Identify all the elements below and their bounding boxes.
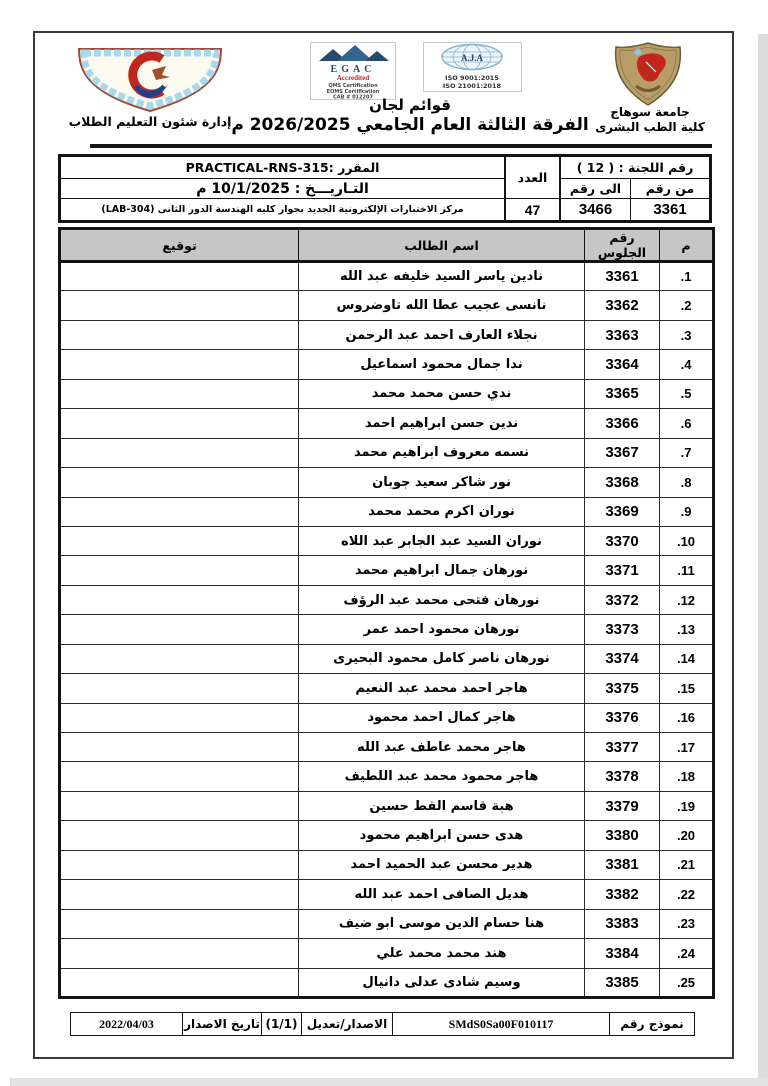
student-seat-number: 3376 bbox=[585, 703, 660, 732]
students-table-container bbox=[58, 227, 712, 999]
signature-cell bbox=[60, 497, 299, 526]
signature-cell bbox=[60, 291, 299, 320]
table-row bbox=[60, 733, 714, 762]
table-row bbox=[60, 350, 714, 379]
student-name: نسمه معروف ابراهيم محمد bbox=[299, 438, 585, 467]
scan-edge-bottom bbox=[10, 1078, 768, 1086]
student-index: 16. bbox=[660, 703, 714, 732]
student-index: 12. bbox=[660, 585, 714, 614]
issue-date-label: تاريخ الاصدار bbox=[182, 1013, 261, 1035]
student-seat-number: 3372 bbox=[585, 585, 660, 614]
signature-cell bbox=[60, 526, 299, 555]
student-index: 21. bbox=[660, 850, 714, 879]
signature-cell bbox=[60, 791, 299, 820]
student-index: 8. bbox=[660, 468, 714, 497]
committee-number: رقم اللجنة : ( 12 ) bbox=[561, 157, 709, 179]
table-row bbox=[60, 909, 714, 938]
table-row bbox=[60, 850, 714, 879]
table-row bbox=[60, 968, 714, 997]
student-name: هند محمد محمد علي bbox=[299, 939, 585, 968]
student-seat-number: 3368 bbox=[585, 468, 660, 497]
student-name: هديل الصافى احمد عبد الله bbox=[299, 880, 585, 909]
table-row bbox=[60, 615, 714, 644]
svg-text:Accredited: Accredited bbox=[336, 74, 370, 82]
student-seat-number: 3373 bbox=[585, 615, 660, 644]
student-index: 17. bbox=[660, 733, 714, 762]
egac-logo-icon bbox=[311, 43, 395, 99]
svg-text:EOMS Certification: EOMS Certification bbox=[326, 89, 380, 95]
student-name: ندي حسن محمد محمد bbox=[299, 379, 585, 408]
student-name: نجلاء العارف احمد عبد الرحمن bbox=[299, 320, 585, 349]
to-number-value: 3466 bbox=[578, 201, 613, 218]
student-seat-number: 3381 bbox=[585, 850, 660, 879]
table-row bbox=[60, 556, 714, 585]
table-row bbox=[60, 262, 714, 291]
table-row bbox=[60, 762, 714, 791]
scan-edge-right bbox=[758, 34, 768, 1086]
svg-text:EGAC: EGAC bbox=[330, 64, 376, 75]
student-seat-number: 3380 bbox=[585, 821, 660, 850]
sohag-university-logo-icon bbox=[608, 42, 688, 106]
signature-cell bbox=[60, 674, 299, 703]
student-name: نورهان ناصر كامل محمود البحيرى bbox=[299, 644, 585, 673]
signature-cell bbox=[60, 556, 299, 585]
signature-cell bbox=[60, 644, 299, 673]
version-value: (1/1) bbox=[261, 1013, 301, 1035]
student-index: 6. bbox=[660, 409, 714, 438]
signature-cell bbox=[60, 703, 299, 732]
student-index: 11. bbox=[660, 556, 714, 585]
svg-text:CAB # 012207: CAB # 012207 bbox=[333, 94, 373, 99]
table-row bbox=[60, 644, 714, 673]
table-header-row bbox=[60, 229, 714, 262]
student-index: 15. bbox=[660, 674, 714, 703]
student-name: هاجر كمال احمد محمود bbox=[299, 703, 585, 732]
signature-cell bbox=[60, 379, 299, 408]
header-signature: توقيع bbox=[60, 229, 299, 262]
svg-text:A.J.A: A.J.A bbox=[461, 53, 483, 63]
signature-cell bbox=[60, 615, 299, 644]
signature-cell bbox=[60, 880, 299, 909]
student-seat-number: 3370 bbox=[585, 526, 660, 555]
student-name: هدى حسن ابراهيم محمود bbox=[299, 821, 585, 850]
exam-info-table bbox=[58, 154, 712, 223]
table-row bbox=[60, 497, 714, 526]
student-seat-number: 3377 bbox=[585, 733, 660, 762]
signature-cell bbox=[60, 468, 299, 497]
svg-text:ISO 21001:2018: ISO 21001:2018 bbox=[442, 82, 502, 90]
header-seat-number: رقم الجلوس bbox=[585, 229, 660, 262]
student-seat-number: 3361 bbox=[585, 262, 660, 291]
signature-cell bbox=[60, 968, 299, 997]
table-row bbox=[60, 526, 714, 555]
student-index: 2. bbox=[660, 291, 714, 320]
student-index: 25. bbox=[660, 968, 714, 997]
student-seat-number: 3378 bbox=[585, 762, 660, 791]
student-seat-number: 3366 bbox=[585, 409, 660, 438]
student-index: 18. bbox=[660, 762, 714, 791]
student-seat-number: 3365 bbox=[585, 379, 660, 408]
student-seat-number: 3362 bbox=[585, 291, 660, 320]
student-seat-number: 3375 bbox=[585, 674, 660, 703]
signature-cell bbox=[60, 909, 299, 938]
table-row bbox=[60, 379, 714, 408]
faculty-of-medicine-logo-icon bbox=[74, 46, 226, 114]
student-seat-number: 3369 bbox=[585, 497, 660, 526]
table-row bbox=[60, 320, 714, 349]
student-index: 22. bbox=[660, 880, 714, 909]
student-index: 7. bbox=[660, 438, 714, 467]
student-index: 14. bbox=[660, 644, 714, 673]
table-row bbox=[60, 438, 714, 467]
student-name: وسيم شادى عدلى دانيال bbox=[299, 968, 585, 997]
student-index: 1. bbox=[660, 262, 714, 291]
student-seat-number: 3371 bbox=[585, 556, 660, 585]
from-number-value: 3361 bbox=[630, 199, 709, 220]
student-index: 23. bbox=[660, 909, 714, 938]
signature-cell bbox=[60, 762, 299, 791]
administration-name: إدارة شئون التعليم الطلاب bbox=[68, 114, 232, 129]
academic-year-subtitle: الفرقة الثالثة العام الجامعي 2026/2025 م bbox=[231, 115, 589, 135]
exam-date: التـاريـــخ : 10/1/2025 م bbox=[61, 179, 504, 199]
from-number-label: من رقم bbox=[630, 179, 709, 199]
student-name: نور شاكر سعيد جوبان bbox=[299, 468, 585, 497]
student-seat-number: 3374 bbox=[585, 644, 660, 673]
svg-text:QMS Certification: QMS Certification bbox=[328, 83, 378, 89]
student-index: 5. bbox=[660, 379, 714, 408]
signature-cell bbox=[60, 939, 299, 968]
student-index: 9. bbox=[660, 497, 714, 526]
student-index: 4. bbox=[660, 350, 714, 379]
student-name: نادين ياسر السيد خليفه عبد الله bbox=[299, 262, 585, 291]
egac-accreditation-logo bbox=[310, 42, 396, 100]
student-index: 13. bbox=[660, 615, 714, 644]
student-index: 10. bbox=[660, 526, 714, 555]
student-name: هنا حسام الدين موسى ابو ضيف bbox=[299, 909, 585, 938]
header-index: م bbox=[660, 229, 714, 262]
student-name: هدير محسن عبد الحميد احمد bbox=[299, 850, 585, 879]
student-seat-number: 3363 bbox=[585, 320, 660, 349]
student-name: نوران اكرم محمد محمد bbox=[299, 497, 585, 526]
signature-cell bbox=[60, 850, 299, 879]
table-row bbox=[60, 674, 714, 703]
student-name: هاجر محمود محمد عبد اللطيف bbox=[299, 762, 585, 791]
student-index: 24. bbox=[660, 939, 714, 968]
student-name: هاجر احمد محمد عبد النعيم bbox=[299, 674, 585, 703]
student-name: نورهان فتحى محمد عبد الرؤف bbox=[299, 585, 585, 614]
student-seat-number: 3382 bbox=[585, 880, 660, 909]
signature-cell bbox=[60, 350, 299, 379]
student-name: ندين حسن ابراهيم احمد bbox=[299, 409, 585, 438]
svg-text:ISO 9001:2015: ISO 9001:2015 bbox=[445, 74, 499, 82]
signature-cell bbox=[60, 320, 299, 349]
student-seat-number: 3383 bbox=[585, 909, 660, 938]
count-label: العدد bbox=[504, 157, 561, 199]
table-row bbox=[60, 585, 714, 614]
signature-cell bbox=[60, 585, 299, 614]
student-name: نانسى عجيب عطا الله تاوضروس bbox=[299, 291, 585, 320]
student-name: نورهان محمود احمد عمر bbox=[299, 615, 585, 644]
aja-iso-logo bbox=[423, 42, 522, 92]
version-label: الاصدار/تعديل bbox=[301, 1013, 392, 1035]
header-divider bbox=[90, 144, 712, 148]
table-row bbox=[60, 409, 714, 438]
signature-cell bbox=[60, 409, 299, 438]
university-name: جامعة سوهاج bbox=[610, 105, 690, 119]
table-row bbox=[60, 468, 714, 497]
signature-cell bbox=[60, 262, 299, 291]
faculty-name: كلية الطب البشرى bbox=[595, 120, 705, 134]
page-title: قوائم لجان bbox=[369, 96, 451, 114]
signature-cell bbox=[60, 821, 299, 850]
student-name: ندا جمال محمود اسماعيل bbox=[299, 350, 585, 379]
course-code: المقرر :PRACTICAL-RNS-315 bbox=[61, 157, 504, 179]
table-row bbox=[60, 291, 714, 320]
student-seat-number: 3384 bbox=[585, 939, 660, 968]
form-number-value: SMdS0Sa00F010117 bbox=[392, 1013, 609, 1035]
header-student-name: اسم الطالب bbox=[299, 229, 585, 262]
aja-globe-icon bbox=[424, 43, 521, 91]
student-name: هاجر محمد عاطف عبد الله bbox=[299, 733, 585, 762]
count-value: 47 bbox=[504, 199, 561, 220]
student-index: 20. bbox=[660, 821, 714, 850]
students-table bbox=[58, 227, 715, 999]
table-row bbox=[60, 821, 714, 850]
student-seat-number: 3364 bbox=[585, 350, 660, 379]
students-table-body bbox=[60, 262, 714, 998]
student-seat-number: 3385 bbox=[585, 968, 660, 997]
table-row bbox=[60, 791, 714, 820]
student-index: 3. bbox=[660, 320, 714, 349]
table-row bbox=[60, 703, 714, 732]
signature-cell bbox=[60, 438, 299, 467]
student-name: نوران السيد عبد الجابر عبد اللاه bbox=[299, 526, 585, 555]
table-row bbox=[60, 880, 714, 909]
student-name: هبة قاسم القط حسين bbox=[299, 791, 585, 820]
student-seat-number: 3367 bbox=[585, 438, 660, 467]
student-index: 19. bbox=[660, 791, 714, 820]
exam-location: مركز الاختبارات الإلكترونية الجديد بجوار كليه الهندسة الدور الثانى (LAB-304) bbox=[101, 204, 464, 215]
issue-date-value: 2022/04/03 bbox=[99, 1016, 154, 1031]
student-name: نورهان جمال ابراهيم محمد bbox=[299, 556, 585, 585]
form-footer bbox=[70, 1012, 695, 1036]
signature-cell bbox=[60, 733, 299, 762]
student-seat-number: 3379 bbox=[585, 791, 660, 820]
form-number-label: نموذج رقم bbox=[609, 1013, 694, 1035]
table-row bbox=[60, 939, 714, 968]
to-number-label: الى رقم bbox=[561, 179, 630, 199]
